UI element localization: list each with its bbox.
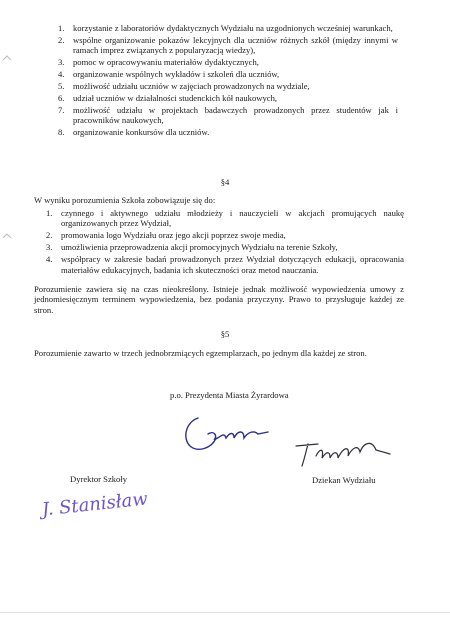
copies-clause: Porozumienie zawarto w trzech jednobrzmiących egzemplarzach, po jednym dla każdej ze stron.: [34, 348, 367, 358]
mayor-signature: [178, 408, 273, 458]
mayor-caption: p.o. Prezydenta Miasta Żyrardowa: [170, 390, 289, 400]
list-item: 1. czynnego i aktywnego udziału młodzieży i nauczycieli w akcjach promujących naukę organizowanych przez Wydział,: [46, 208, 404, 229]
director-signature-text: J. Stanisław: [40, 488, 149, 521]
list-item: 5. możliwość udziału uczniów w zajęciach prowadzonych na wydziale,: [58, 81, 310, 92]
director-label: Dyrektor Szkoły: [70, 474, 128, 484]
section-4-intro: W wyniku porozumienia Szkoła zobowiązuje się do:: [34, 195, 216, 205]
list-item: 7. możliwość udziału w projektach badawczych prowadzonych przez studentów jak i pracowników naukowych,: [58, 104, 398, 126]
section-5-heading: §5: [220, 329, 230, 339]
list-item: 8. organizowanie konkursów dla uczniów.: [58, 127, 210, 138]
list-item: 4. współpracy w zakresie badań prowadzonych przez Wydział dotyczących edukacji, opracowania materiałów edukacyjnych, badania ich skuteczności oraz metod nauczania.: [46, 254, 404, 275]
section-4-heading: §4: [220, 177, 230, 187]
margin-mark: [2, 232, 14, 240]
school-obligations-list: [46, 208, 404, 275]
list-item: 4. organizowanie wspólnych wykładów i szkoleń dla uczniów,: [58, 69, 280, 80]
list-item: 1. korzystanie z laboratoriów dydaktycznych Wydziału na uzgodnionych wcześniej warunkach,: [58, 23, 393, 33]
list-item: 2. wspólne organizowanie pokazów lekcyjnych dla uczniów różnych szkół (między innymi w ramach imprez związanych z popularyzacją wiedzy),: [58, 34, 398, 56]
margin-mark: [2, 54, 14, 62]
list-item: 3. pomoc w opracowywaniu materiałów dydaktycznych,: [58, 57, 259, 68]
cooperation-list: [58, 23, 398, 138]
list-item: 3. umożliwienia przeprowadzenia akcji promocyjnych Wydziału na terenie Szkoły,: [46, 242, 338, 253]
dean-signature: [290, 438, 400, 470]
dean-label: Dziekan Wydziału: [312, 475, 376, 485]
list-item: 6. udział uczniów w działalności studenckich kół naukowych,: [58, 92, 278, 103]
list-item: 2. promowania logo Wydziału oraz jego akcji poprzez swoje media,: [46, 230, 286, 241]
termination-clause: Porozumienie zawiera się na czas nieokreślony. Istnieje jednak możliwość wypowiedzenia umowy z jednomiesięcznym terminem wypowiedzenia, bez podania przyczyny. Prawo to przysługuje każdej ze stron.: [34, 284, 404, 315]
page-edge-line: [0, 612, 450, 613]
director-signature: [36, 484, 166, 524]
